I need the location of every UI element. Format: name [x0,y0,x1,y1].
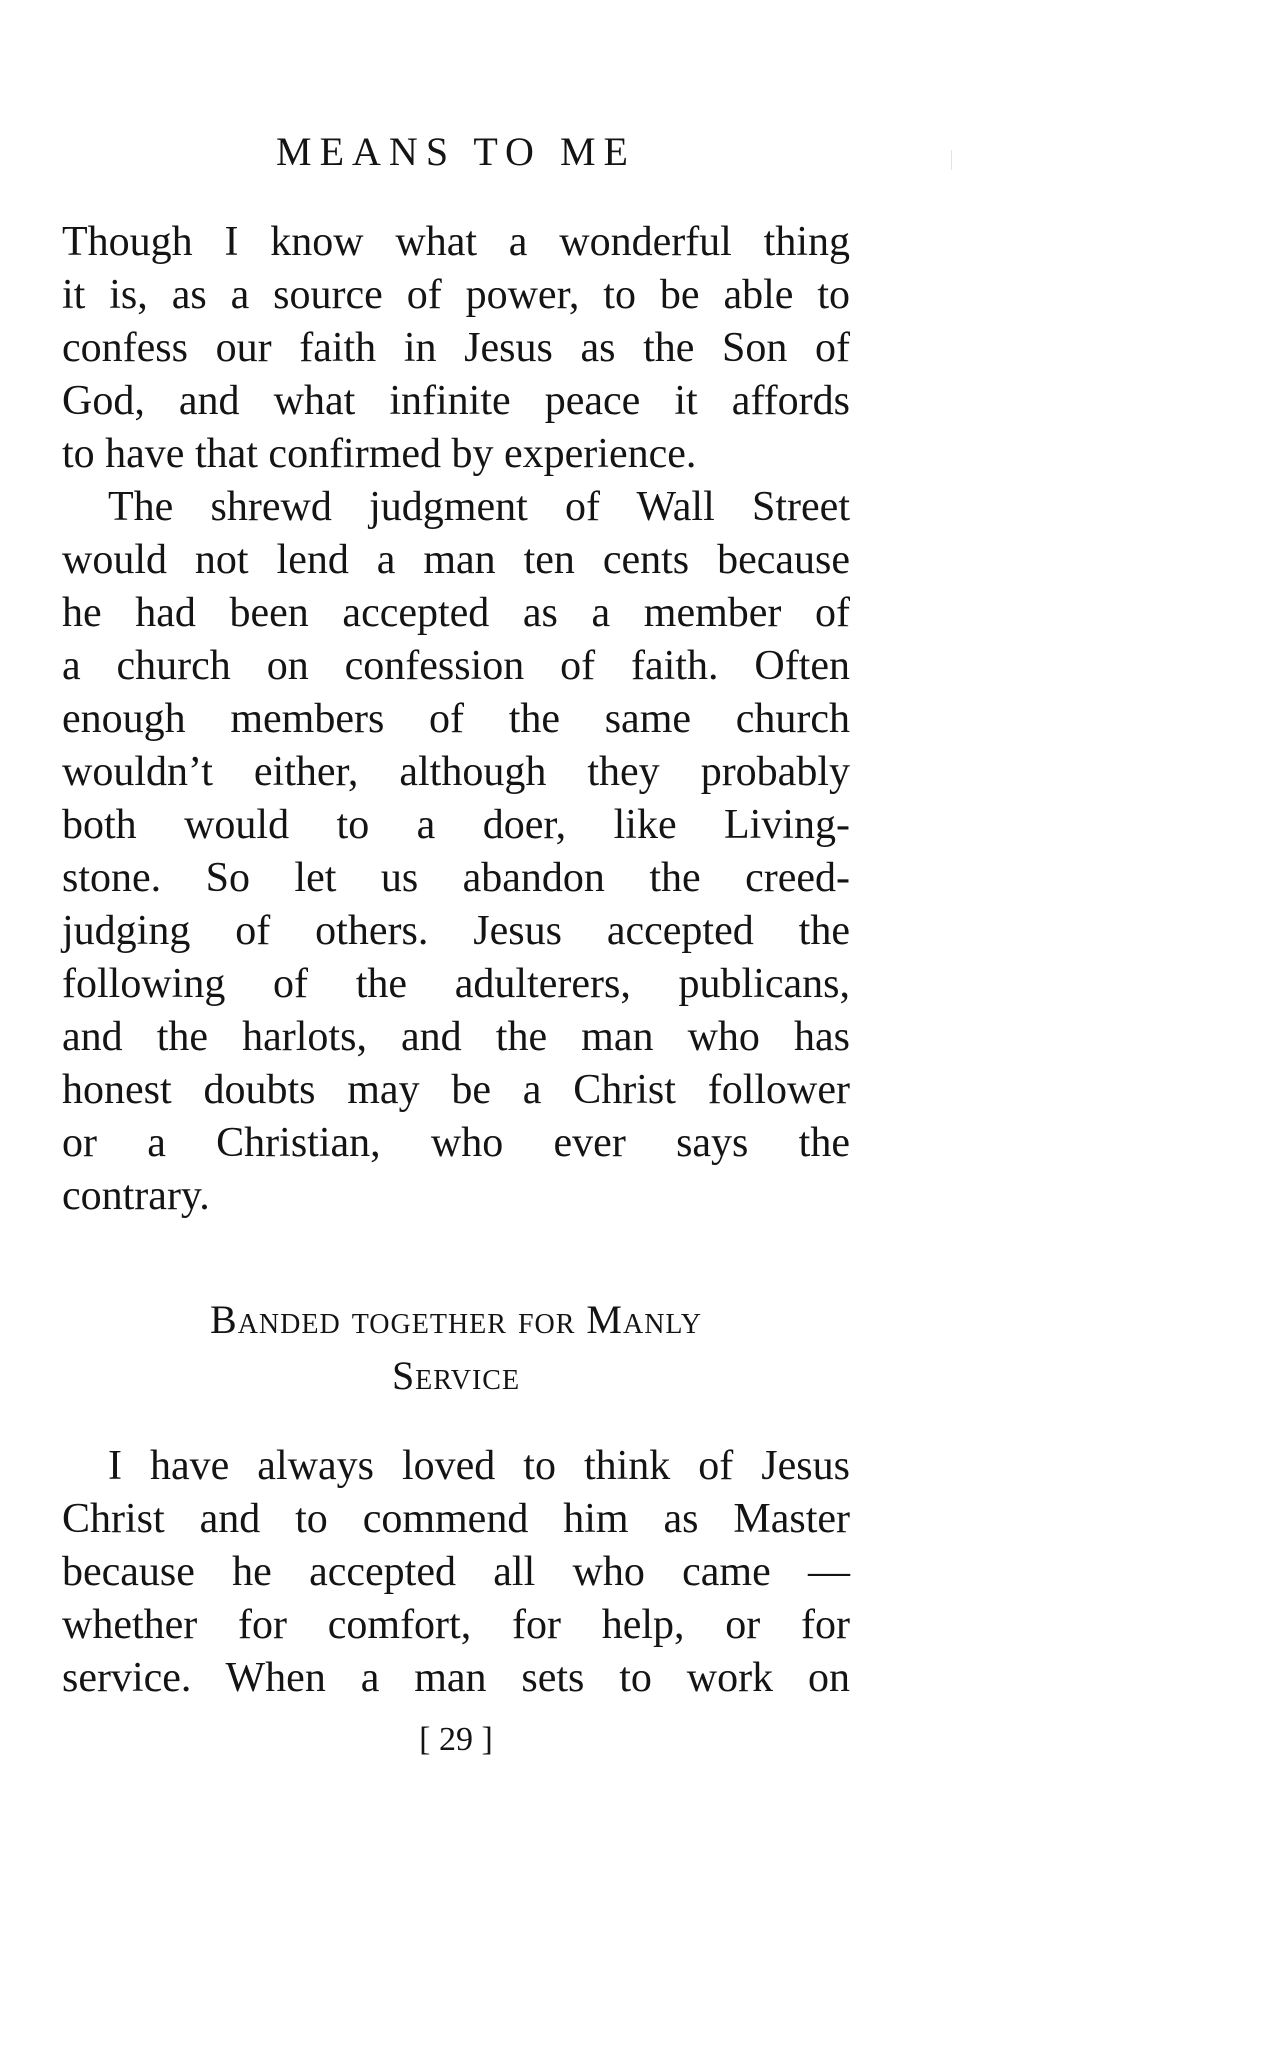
paragraph-1-line: to have that confirmed by experience. [62,431,697,477]
paragraph-1-line: it is, as a source of power, to be able to [62,272,850,318]
paragraph-2-line: and the harlots, and the man who has [62,1014,850,1060]
paragraph-1-line: Though I know what a wonderful thing [62,219,850,265]
margin-mark [951,150,952,170]
paragraph-2-line: contrary. [62,1173,210,1219]
paragraph-3-line: because he accepted all who came — [62,1549,850,1595]
paragraph-2-line: would not lend a man ten cents because [62,537,850,583]
paragraph-1-line: God, and what infinite peace it affords [62,378,850,424]
paragraph-2-line: a church on confession of faith. Often [62,643,850,689]
paragraph-1-line: confess our faith in Jesus as the Son of [62,325,850,371]
section-heading-line-2: Service [391,1353,521,1398]
paragraph-2-line: following of the adulterers, publicans, [62,961,850,1007]
paragraph-2-line: stone. So let us abandon the creed- [62,855,850,901]
paragraph-3-line: service. When a man sets to work on [62,1655,850,1701]
page-number: [ 29 ] [419,1721,493,1758]
paragraph-2-line: judging of others. Jesus accepted the [62,908,850,954]
paragraph-3-line: whether for comfort, for help, or for [62,1602,850,1648]
paragraph-3-line: I have always loved to think of Jesus [108,1443,850,1489]
paragraph-2-line: enough members of the same church [62,696,850,742]
paragraph-3-line: Christ and to commend him as Master [62,1496,850,1542]
paragraph-2-line: he had been accepted as a member of [62,590,850,636]
paragraph-2-line: both would to a doer, like Living- [62,802,850,848]
paragraph-2-line: The shrewd judgment of Wall Street [108,484,850,530]
running-head: MEANS TO ME [276,129,636,174]
paragraph-2-line: wouldn’t either, although they probably [62,749,850,795]
paragraph-2-line: honest doubts may be a Christ follower [62,1067,850,1113]
section-heading-line-1: Banded together for Manly [210,1297,702,1342]
paragraph-2-line: or a Christian, who ever says the [62,1120,850,1166]
